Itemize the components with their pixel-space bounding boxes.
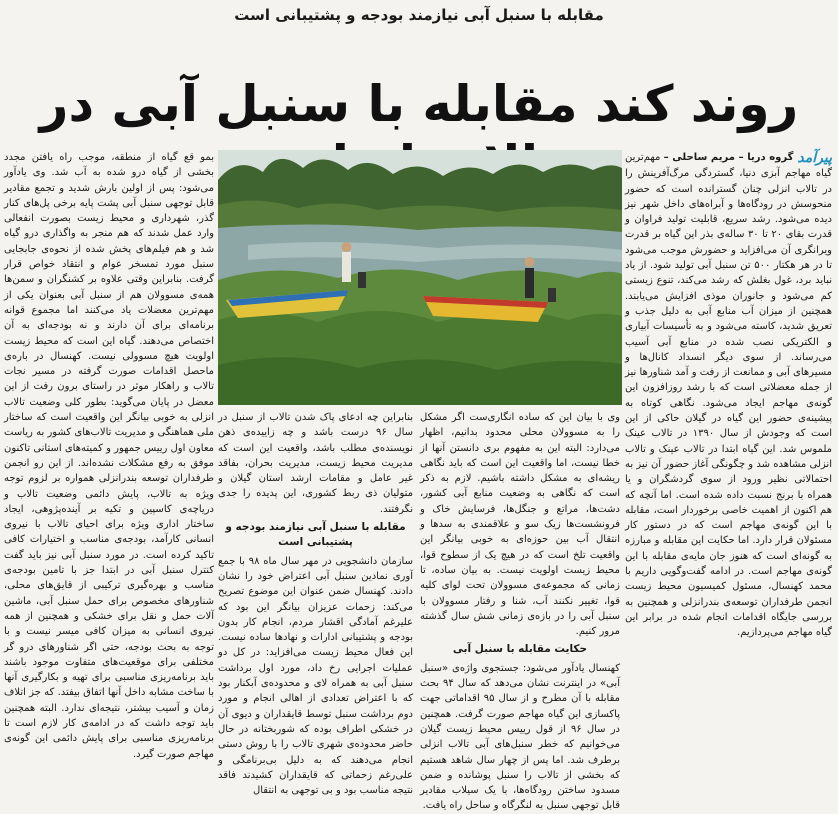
- column-right: [625, 150, 832, 745]
- lagoon-boats-photo: [218, 150, 622, 405]
- article-kicker: مقابله با سنبل آبی نیازمند بودجه و پشتیبانی است: [234, 6, 604, 24]
- section-logo: پیرآمد: [797, 150, 832, 166]
- article-photo: [218, 150, 622, 405]
- subheading-history: حکایت مقابله با سنبل آبی: [452, 643, 588, 656]
- article-headline: روند کند مقابله با سنبل آبی در: [39, 75, 799, 133]
- column-middle-right: [420, 410, 620, 812]
- column-middle-left: [218, 410, 413, 797]
- column-left: [4, 150, 214, 760]
- paragraph: وی با بیان این که ساده انگاری‌ست اگر مشکل را به مسوولان محلی محدود بدانیم، اظهار می‌دارد: البته این به مفهوم بری دانستن آنها از خطا نیست، اما واقعیت این است که باید نگاهی ریشه‌ای به مشکل داشته باشیم. لازم به ذکر است که نگاهی به وضعیت منابع آبی کشور، دشت‌ها، مراتع و جنگل‌ها، فرسایش خاک و فرونشست‌ها زیک سو و علاقمندی به سدها و انتقال آب بین حوزه‌ای به خوبی بیانگر این واقعیت تلخ است که در هیچ یک از سطوح قوا، محیط زیست اولویت نیست. به بیان ساده، تا زمانی که مجموعه‌ی مسوولان تحت لوای کلیه قوا، تغییر نکنند آب، شنا و رفتار مسوولان با سنبل آبی را در بازه‌ی زمانی شش سال گذشته مرور کنیم.: [420, 412, 620, 638]
- article-byline: گروه دریا – مریم ساحلی –: [663, 152, 794, 163]
- subheading-budget: مقابله با سنبل آبی نیازمند بودجه و پشتیبانی است: [225, 521, 406, 549]
- paragraph: بمو قع گیاه از منطقه، موجب راه یافتن مجدد بخشی از گیاه درو شده به آب شد. وی یادآور می‌شود: پس از اولین بارش شدید و تجمع مقادیر قابل توجهی سنبل آبی پشت پایه برخی پل‌های کنار گذر، شهرداری و محیط زیست بصورت انفعالی وارد عمل شدند که هم منجر به واگذاری درو گیاه شد و هم فیلم‌های پخش شده از نحوه‌ی جابجایی سنبل مورد تمسخر عوام و انتقاد خواص قرار گرفت. بنابراین وقتی علاوه بر کشنگران و سمن‌ها همه‌ی مسوولان هم از سنبل آبی بعنوان یکی از مهم‌ترین معضلات یاد می‌کنند اما مجموع قوانه برنامه‌ای برای آن دارند و نه بودجه‌ای به آن اختصاص می‌دهند. گیاه این است که محیط زیست اولویت هیچ مسوولی نیست. کهنسال در باره‌ی ماحصل اقدامات صورت گرفته در مسیر نجات تالاب و راهکار موثر در راستای برون رفت از این معضل در پایان می‌گوید: بطور کلی وضعیت تالاب انزلی به خوبی بیانگر این واقعیت است که ساختار ملی هماهنگی و مدیریت تالاب‌های کشور به ریاست معاون اول رییس جمهور و کمیته‌های استانی تاکنون موفق به رفع مشکلات نشده‌اند. از این رو انجمن طرفداران توسعه بندرانزلی همواره بر لزوم توجه ویژه به تالاب، پایش دائمی وضعیت تالاب و دریاچه‌ی کاسپین و تکیه بر آینده‌پژوهی، ایجاد ساختار اداری ویژه برای احیای تالاب با نیروی انسانی کارآمد، بودجه‌ی مناسب و اختیارات کافی تاکید کرده است. در مورد سنبل آبی نیز باید گفت کنترل سنبل آبی در ابتدا جز با تامین بودجه‌ی مناسب و بهره‌گیری ترکیبی از قایق‌های محلی، شناورهای مخصوص برای حمل سنبل آبی، ماشین آلات حمل و نقل برای خشکی و همچنین از همه نیروی انسانی به میزان کافی میسر نیست و با توجه به بحث بودجه، حتی اگر شناورهای درو گر مختلفی برای موقعیت‌های متفاوت موجود باشند باید برنامه‌ریزی مناسبی برای تهیه و بکارگیری آنها با ساخت مشابه داخل آنها اتفاق بیفتد. که جز اتلاف زمان و آسیب بیشتر، نتیجه‌ای ندارد. البته همچنین باید توجه داشت که در ادامه‌ی کار لازم است تا برنامه‌ریزی مناسبی برای پایش دائمی این گونه‌ی مهاجم صورت گیرد.: [4, 152, 214, 760]
- paragraph: کهنسال یادآور می‌شود: جستجوی واژه‌ی «سنبل آبی» در اینترنت نشان می‌دهد که سال ۹۴ بحث مقابله با آن مطرح و از سال ۹۵ اقداماتی جهت پاکسازی این گیاه مهاجم صورت گرفت. همچنین در سال ۹۶ از قول رییس محیط زیست گیلان می‌خوانیم که خطر سنبل‌های آبی تالاب انزلی برطرف شد. اما پس از چهار سال شاهد هستیم که بخشی از تالاب را سنبل پوشانده و ضمن مسدود ساختن رودگاه‌ها، با یک سیلاب مقادیر قابل توجهی سنبل به لنگرگاه و ساحل راه یافت.: [420, 662, 620, 812]
- paragraph: سازمان دانشجویی در مهر سال ماه ۹۸ با جمع آوری نمادین سنبل آبی اعتراض خود را نشان دادند. کهنسال ضمن عنوان این موضوع تصریح می‌کند: زحمات عزیزان بیانگر این بود که علیرغم آمادگی اقشار مردم، انجام کار بدون بودجه و پشتیبانی ادارات و نهادها ساده نیست. این فعال محیط زیست می‌افزاید: در کل دو عملیات اجرایی رخ داد، مورد اول برداشت سنبل آبی به همراه لای و محدوده‌ی آبکنار بود که با اعتراض تعدادی از اهالی انجام و مورد دوم برداشت سنبل توسط قایقداران و دیوی آن در خشکی اطراف بوده که شوربختانه در حال حاضر محدوده‌ی شهری تالاب را با روش دستی انجام می‌دهند که به دلیل بی‌برنامگی و علی‌رغم زحماتی که قایقداران کشیدند فاقد نتیجه مناسب بود و بی توجهی به انتقال: [218, 555, 413, 797]
- lead-paragraph: مهم‌ترین گیاه مهاجم آبزی دنیا، گستردگی مرگ‌آفرینش را در تالاب انزلی چنان گسترانده است که حضور منحوسش در رودگاه‌ها و آبراه‌های داخل شهر نیز دیده می‌شود. رشد سریع، قابلیت تولید فراوان و قدرت بقای ۲۰ تا ۳۰ ساله‌ی بذر این گیاه بر قدرت ویرانگری آن می‌افزاید و حضورش موجب می‌شود تا در هر هکتار ۵۰۰ تن سنبل آبی تولید شود. از یاد نباید برد، غول بغلش که رشد می‌کند، تنوع زیستی کم می‌شود و جانوران موذی افزایش می‌یابند. همچنین از میزان آب منابع آبی به دلیل جذب و تعریق شدید، کاسته می‌شود و به تأسیسات آبیاری و الکتریکی نصب شده در منابع آبی آسیب می‌رساند. از سوی دیگر انسداد کانال‌ها و مسیرهای آبی و ممانعت از رفت و آمد شناورها نیز از جمله معضلاتی است که با رشد روزافزون این گونه‌ی مهاجم ایجاد می‌شود. نگاهی کوتاه به پیشینه‌ی حضور این گیاه در گیلان حاکی از این است که وجودش از سال ۱۳۹۰ در تالاب عینک ملموس شد. این گیاه ابتدا در تالاب عینک و تالاب انزلی مشاهده شد و چگونگی آغاز حضور آن نیز به احتمالاتی نظیر ورود از سوی گردشگران و یا همراه با برنج نسبت داده شده است. اما آنچه که هم اکنون از اهمیت خاصی برخوردار است، مقابله با این گونه‌ی مهاجم است که در دستور کار مسئولان قرار دارد. اما حکایت این مقابله و مبارزه به گونه‌ای است که هنوز جان مایه‌ی مقابله با این گونه‌ی مهاجم است. در ادامه گفت‌وگویی داریم با محمد کهنسال، مسئول کمیسیون محیط زیست انجمن طرفداران توسعه‌ی بندرانزلی و همچنین به بررسی جایگاه اقدامات انجام شده در برابر این گیاه مهاجم می‌پردازیم.: [625, 152, 832, 639]
- paragraph: بنابراین چه ادعای پاک شدن تالاب از سنبل در سال ۹۶ درست باشد و چه زاییده‌ی ذهن نویسنده‌ی مطلب باشد، واقعیت این است که مدیریت محیط زیست، مدیریت بحران، بفاقد غیر عامل و مقامات ارشد استان گیلان و متولیان ذی ربط کشوری، این پدیده را جدی نگرفتند.: [218, 412, 413, 515]
